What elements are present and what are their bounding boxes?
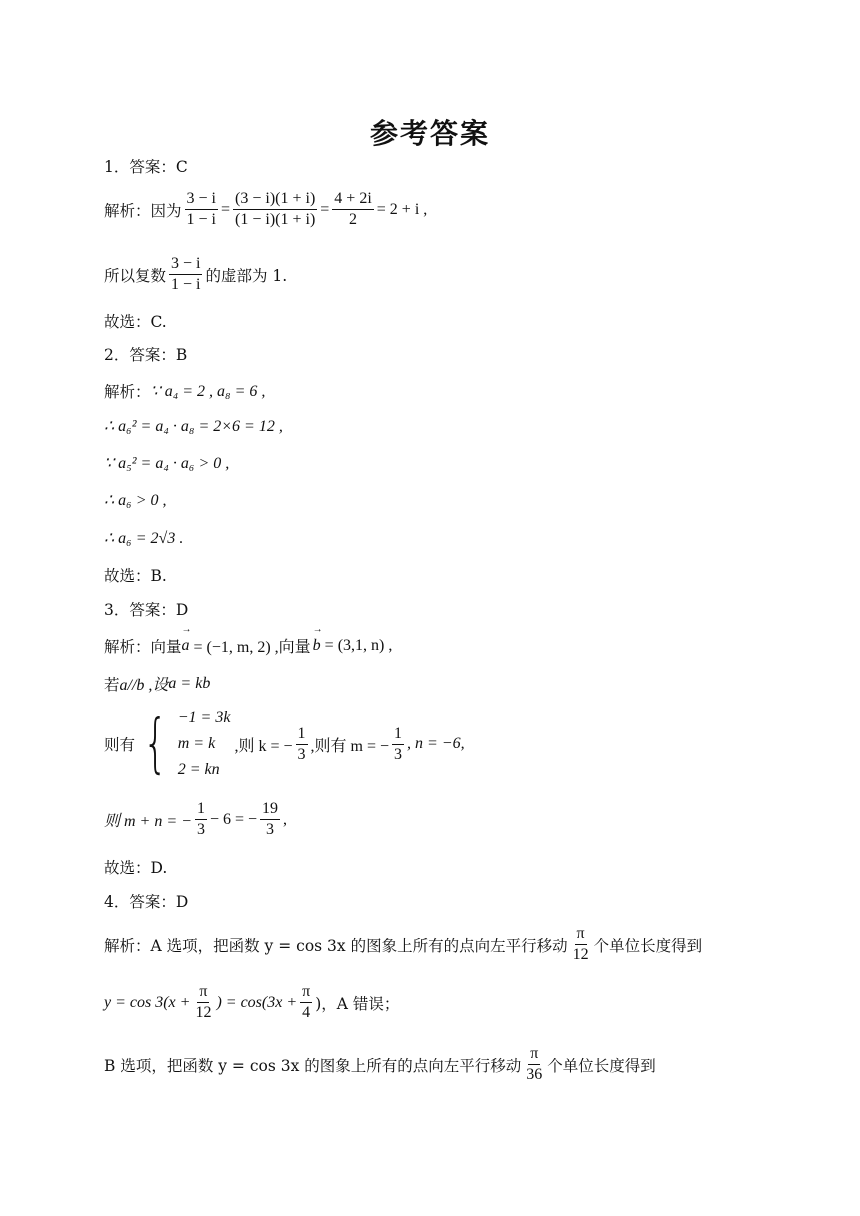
q3-sys-k: ,则 k = − (234, 737, 293, 755)
q4-option-a-frac-num: π (575, 925, 587, 945)
q3-sum-frac2-den: 3 (266, 821, 275, 838)
q3-line1-mid: = (−1, m, 2) ,向量 (193, 639, 311, 656)
q3-line1-end: = (3,1, n) , (324, 636, 393, 654)
q3-line2-end: a = kb (168, 674, 211, 692)
q1-analysis: 解析：因为 $\frac{3 - i}{1 - i}$ = $\frac{(3 - i)(1 + i)}{(1 - i)(1 + i)}$ = $\frac{4 + 2i}{2}$ = 2 + i , (104, 190, 428, 228)
q3-sys-frac1-num: 1 (296, 725, 308, 745)
q3-sum-frac1-num: 1 (195, 800, 207, 820)
q3-system-equations (178, 705, 231, 783)
q4-eq-prefix: y = cos 3(x + (104, 993, 191, 1011)
q4-eq-frac1 (193, 983, 213, 1022)
q4-eq-frac1-den: 12 (195, 1004, 212, 1021)
q2-line5: ∴ a₆ = 2√3 . (104, 530, 184, 547)
q1-analysis-prefix: 解析：因为 (104, 201, 182, 220)
q3-sys-frac1-den: 3 (297, 745, 306, 763)
q1-frac-b-den: (1 − i)(1 + i) (235, 211, 316, 228)
q1-conclusion-frac-num: 3 − i (169, 255, 202, 275)
q3-sys-n: , n = −6, (407, 735, 465, 752)
q4-eq-frac2 (300, 983, 312, 1022)
q1-frac-a-den: 1 − i (186, 211, 216, 228)
q3-sum-frac1-den: 3 (196, 821, 205, 838)
q2-line3: ∵ a₅² = a₄ · a₆ > 0 , (104, 455, 230, 472)
q4-eq-mid: ) = cos(3x + (216, 993, 298, 1011)
q4-option-b-frac-num: π (528, 1045, 540, 1065)
q3-sys-frac2-num: 1 (392, 725, 404, 745)
q4-option-b-suffix: 个单位长度得到 (547, 1056, 656, 1075)
q3-line2-mid: a//b ,设 (119, 677, 169, 694)
q3-sum-frac2-num: 19 (260, 800, 280, 820)
q3-line2-prefix: 若 (104, 675, 120, 694)
q1-frac-c (332, 190, 373, 229)
q2-line4: ∴ a₆ > 0 , (104, 492, 167, 509)
q1-result: = 2 + i , (376, 200, 428, 218)
q2-line1-math: ∵ a₄ = 2 , a₈ = 6 , (150, 383, 266, 400)
q1-frac-a-num: 3 − i (185, 190, 218, 210)
q3-sum-prefix: 则 m + n = − (104, 813, 192, 830)
q3-choice: 故选：D. (104, 859, 168, 877)
q3-answer: 3．答案：D (104, 601, 189, 619)
q2-answer: 2．答案：B (104, 346, 188, 364)
q3-sys-frac1 (296, 725, 308, 764)
q1-frac-b-num: (3 − i)(1 + i) (233, 190, 317, 210)
q3-system (104, 705, 465, 783)
q4-eq-frac2-den: 4 (302, 1004, 311, 1021)
q1-frac-c-num: 4 + 2i (332, 190, 373, 210)
q4-option-b-frac-den: 36 (526, 1066, 543, 1083)
q4-eq-frac1-num: π (197, 983, 209, 1003)
q1-conclusion-frac (169, 255, 202, 294)
q3-line2 (104, 672, 210, 695)
q1-conclusion-frac-den: 1 − i (171, 276, 201, 293)
q3-sum-mid: − 6 = − (209, 810, 258, 828)
q3-sys-eq2: m = k (177, 735, 216, 752)
q1-choice: 故选：C. (104, 313, 167, 331)
q1-conclusion-suffix: 的虚部为 1. (205, 266, 288, 285)
q3-sys-m: ,则有 m = − (310, 737, 389, 755)
q3-line1-prefix: 解析：向量 (104, 637, 182, 656)
q4-option-a-suffix: 个单位长度得到 (593, 936, 703, 955)
q3-sys-frac2 (392, 725, 404, 764)
q4-option-a-frac-den: 12 (572, 946, 589, 963)
q3-sum-frac2 (260, 800, 280, 839)
q3-vector-a: → a (182, 637, 190, 655)
q2-line2: ∴ a₆² = a₄ · a₈ = 2×6 = 12 , (104, 418, 283, 435)
q3-sum-end: , (283, 810, 288, 828)
q4-eq-frac2-num: π (300, 983, 312, 1003)
q1-conclusion-prefix: 所以复数 (104, 266, 167, 285)
q1-conclusion (104, 255, 287, 294)
q4-option-b-frac (524, 1045, 544, 1084)
q4-option-b (104, 1045, 656, 1084)
q3-sum-frac1 (195, 800, 207, 839)
q4-option-a-frac (571, 925, 591, 964)
q1-frac-b (233, 190, 317, 229)
q4-option-a (104, 925, 702, 964)
q1-answer: 1．答案：C (104, 158, 188, 176)
q4-option-b-prefix: B 选项，把函数 y = cos 3x 的图象上所有的点向左平行移动 (104, 1056, 522, 1075)
q2-line1 (104, 380, 265, 402)
q2-line1-prefix: 解析： (104, 383, 151, 401)
q4-option-a-prefix: 解析：A 选项，把函数 y = cos 3x 的图象上所有的点向左平行移动 (104, 936, 568, 955)
q3-vector-b: → b (313, 637, 321, 655)
q4-option-a-equation (104, 983, 399, 1022)
q3-system-prefix: 则有 (104, 736, 136, 754)
q3-sys-eq1: −1 = 3k (177, 709, 231, 726)
q3-line1 (104, 634, 392, 657)
q4-answer: 4．答案：D (104, 893, 189, 911)
brace-icon: { (143, 707, 168, 781)
q1-frac-c-den: 2 (349, 211, 358, 228)
q1-frac-a (185, 190, 218, 229)
q3-sum (104, 800, 287, 839)
q3-sys-frac2-den: 3 (394, 745, 402, 763)
q4-eq-end: )，A 错误； (315, 994, 400, 1013)
page-title: 参考答案 (369, 117, 490, 150)
q2-choice: 故选：B. (104, 567, 167, 585)
q3-sys-eq3: 2 = kn (177, 761, 220, 778)
